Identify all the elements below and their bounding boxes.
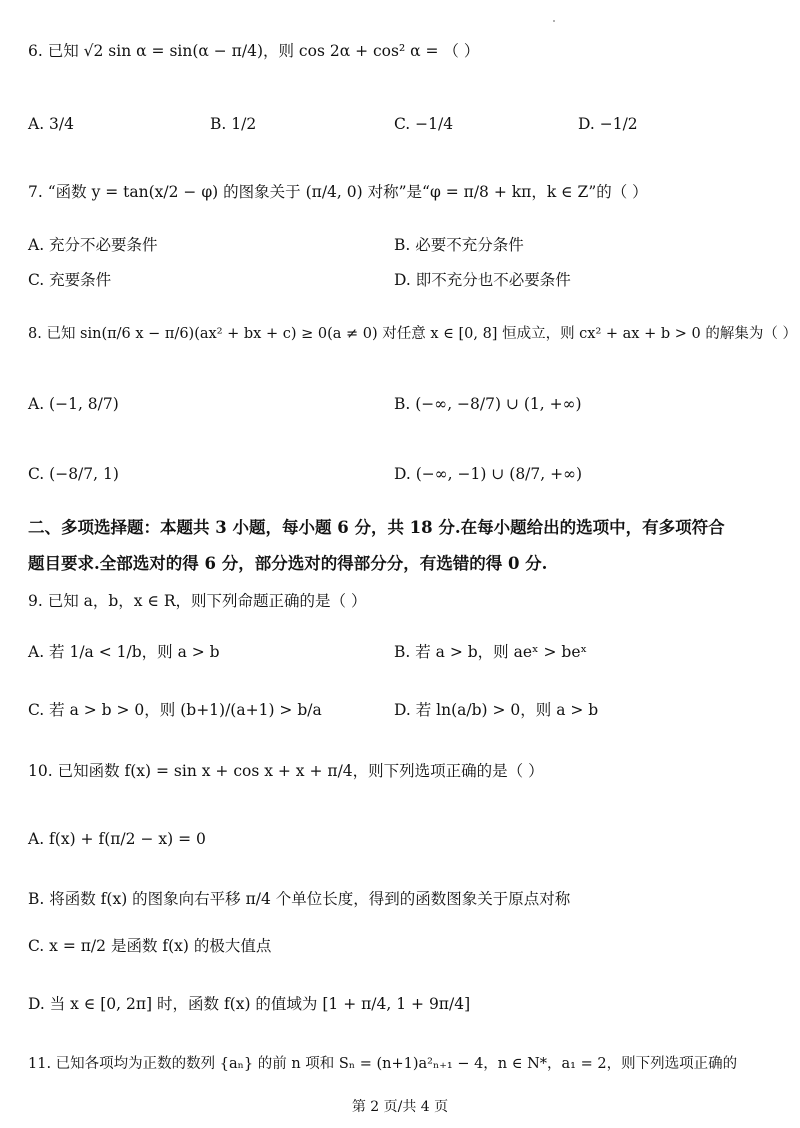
q7-option-d: D. 即不充分也不必要条件: [394, 271, 571, 289]
q6-option-d: D. −1/2: [578, 115, 638, 133]
q7-stem: 7. “函数 y = tan(x/2 − φ) 的图象关于 (π/4, 0) 对称”是“φ = π/8 + kπ，k ∈ Z”的（ ）: [28, 183, 648, 201]
q8-option-a: A. (−1, 8/7): [28, 395, 119, 413]
q8-option-b: B. (−∞, −8/7) ∪ (1, +∞): [394, 395, 582, 413]
q10-option-d: D. 当 x ∈ [0, 2π] 时，函数 f(x) 的值域为 [1 + π/4, 1 + 9π/4]: [28, 995, 471, 1013]
q8-stem: 8. 已知 sin(π/6 x − π/6)(ax² + bx + c) ≥ 0(a ≠ 0) 对任意 x ∈ [0, 8] 恒成立，则 cx² + ax + b > 0 的解集为（ ）: [28, 326, 797, 342]
q9-option-a: A. 若 1/a < 1/b，则 a > b: [28, 643, 220, 661]
q10-option-c: C. x = π/2 是函数 f(x) 的极大值点: [28, 937, 272, 955]
q8-option-d: D. (−∞, −1) ∪ (8/7, +∞): [394, 465, 583, 483]
section-heading-line-2: 题目要求.全部选对的得 6 分，部分选对的得部分分，有选错的得 0 分.: [28, 554, 548, 573]
q6-stem: 6. 已知 √2 sin α = sin(α − π/4)，则 cos 2α + cos² α = （ ）: [28, 42, 480, 60]
q10-option-a: A. f(x) + f(π/2 − x) = 0: [28, 830, 206, 848]
q7-option-b: B. 必要不充分条件: [394, 236, 524, 254]
q9-option-c: C. 若 a > b > 0，则 (b+1)/(a+1) > b/a: [28, 701, 322, 719]
q10-option-b: B. 将函数 f(x) 的图象向右平移 π/4 个单位长度，得到的函数图象关于原点对称: [28, 890, 571, 908]
q9-stem: 9. 已知 a，b，x ∈ R，则下列命题正确的是（ ）: [28, 592, 367, 610]
q11-stem: 11. 已知各项均为正数的数列 {aₙ} 的前 n 项和 Sₙ = (n+1)a²ₙ₊₁ − 4，n ∈ N*，a₁ = 2，则下列选项正确的: [28, 1056, 738, 1072]
q7-option-c: C. 充要条件: [28, 271, 112, 289]
q10-stem: 10. 已知函数 f(x) = sin x + cos x + x + π/4，则下列选项正确的是（ ）: [28, 762, 544, 780]
q9-option-b: B. 若 a > b，则 aeˣ > beˣ: [394, 643, 588, 661]
q6-option-a: A. 3/4: [28, 115, 74, 133]
scan-dot: [553, 20, 555, 22]
q6-option-b: B. 1/2: [210, 115, 257, 133]
q6-option-c: C. −1/4: [394, 115, 454, 133]
section-heading-line-1: 二、多项选择题：本题共 3 小题，每小题 6 分，共 18 分.在每小题给出的选项中，有多项符合: [28, 518, 725, 537]
page-footer: 第 2 页/共 4 页: [351, 1099, 449, 1115]
q9-option-d: D. 若 ln(a/b) > 0，则 a > b: [394, 701, 599, 719]
q7-option-a: A. 充分不必要条件: [28, 236, 158, 254]
q8-option-c: C. (−8/7, 1): [28, 465, 119, 483]
